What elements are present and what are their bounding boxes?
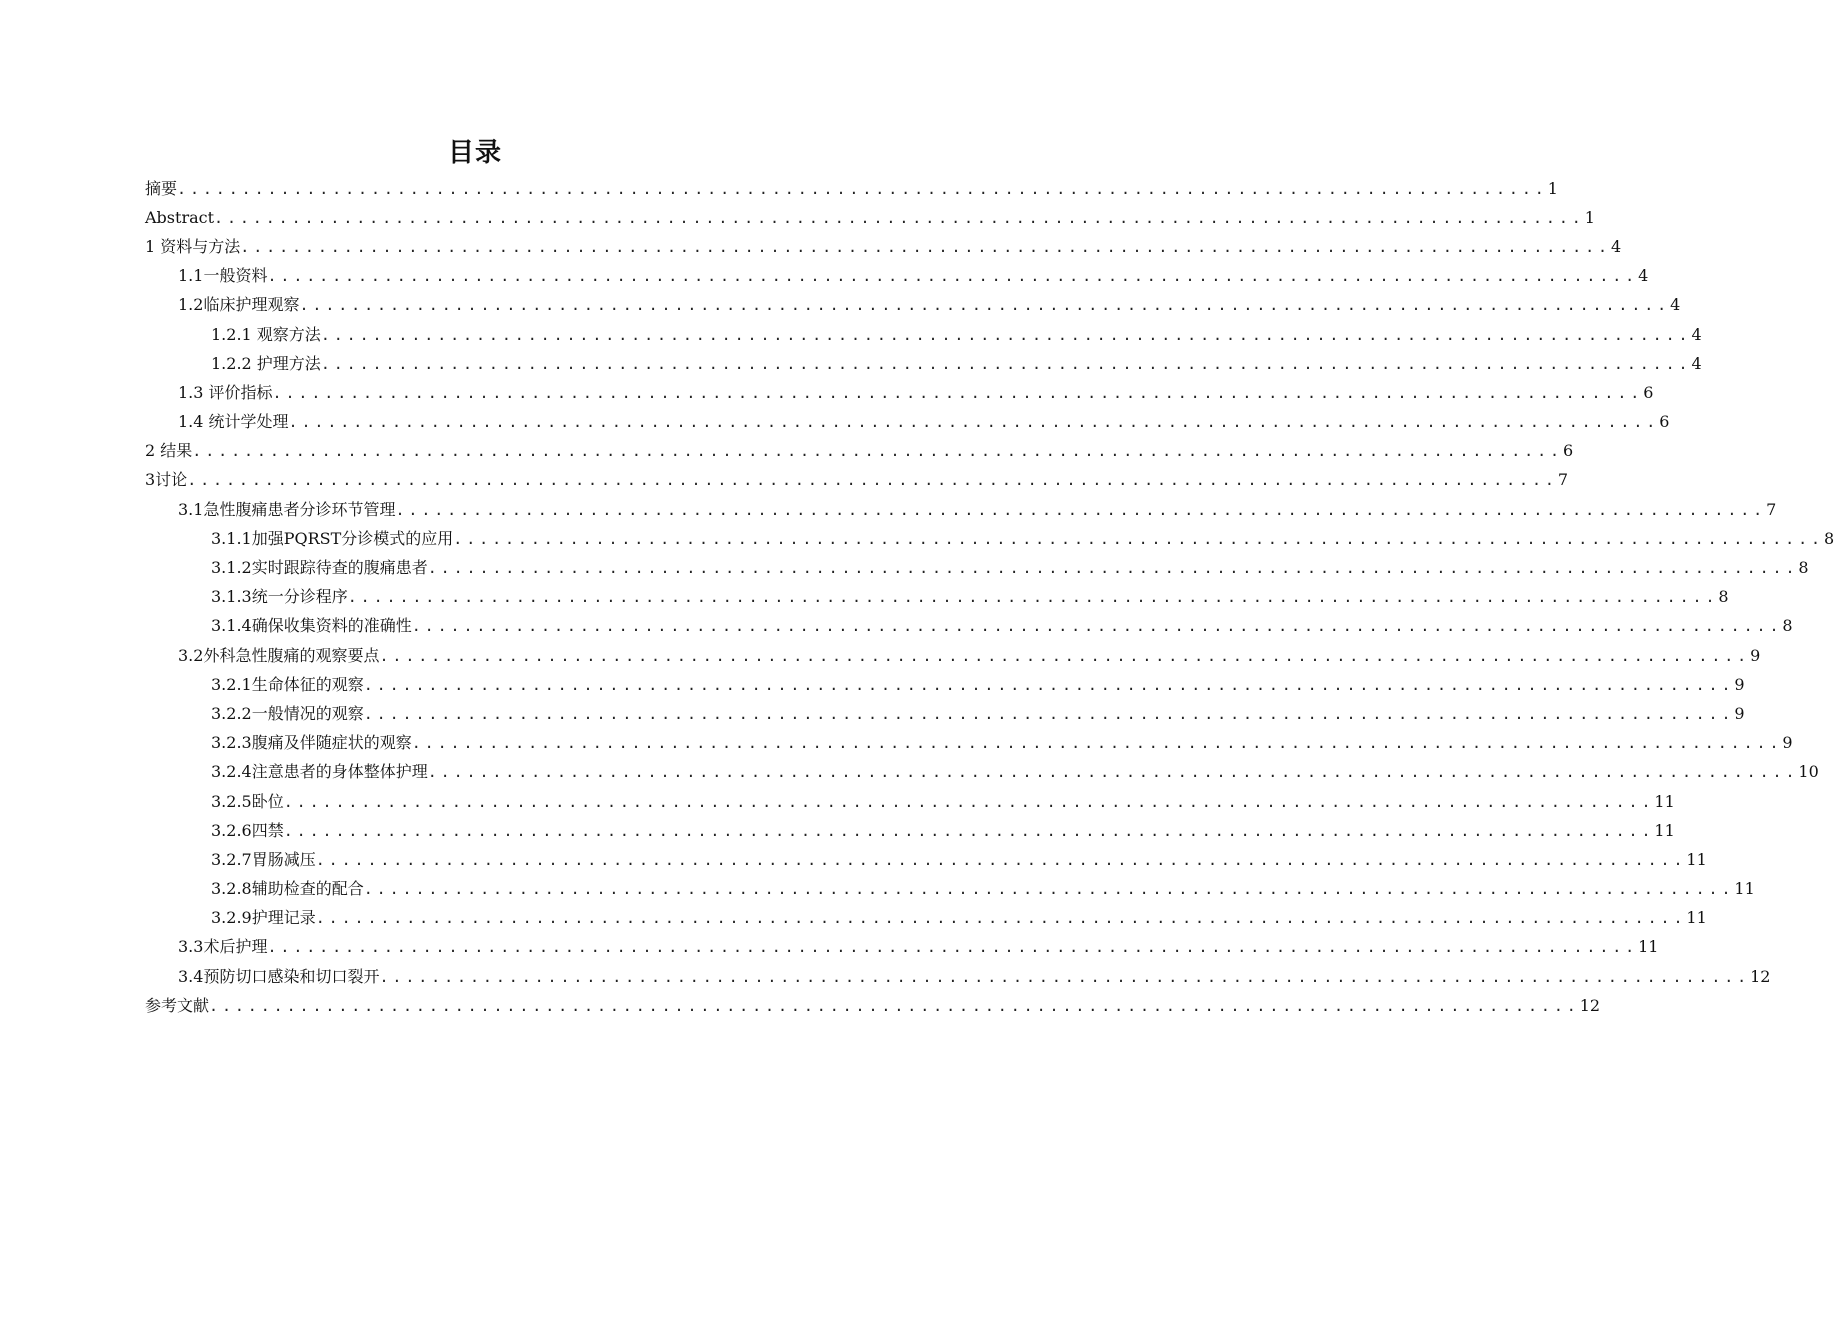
toc-entry-page-number: 9 (1782, 733, 1793, 753)
toc-entry-page-number: 11 (1686, 908, 1707, 928)
toc-entry[interactable] (0, 437, 1574, 466)
toc-entry-page-number: 6 (1562, 441, 1574, 461)
toc-dot-leader: .......................................................................................................... (320, 325, 1692, 344)
toc-dot-leader: .......................................................................................................... (363, 675, 1735, 694)
toc-entry-page-number: 4 (1670, 295, 1681, 315)
toc-entry[interactable] (0, 787, 1675, 816)
toc-entry-label: 3.1.2实时跟踪待查的腹痛患者 (211, 558, 428, 578)
toc-entry-page-number: 11 (1654, 791, 1675, 811)
toc-entry[interactable] (0, 729, 1793, 758)
toc-entry-page-number: 8 (1782, 616, 1793, 636)
toc-entry-label: 3.2.4注意患者的身体整体护理 (211, 762, 428, 782)
toc-entry-page-number: 12 (1579, 995, 1601, 1015)
toc-dot-leader: .......................................................................................................... (315, 909, 1687, 928)
toc-entry-page-number: 4 (1691, 324, 1702, 344)
toc-entry[interactable] (0, 174, 1558, 203)
toc-entry-label: 参考文献 (145, 995, 210, 1015)
toc-entry-page-number: 4 (1691, 353, 1702, 373)
toc-entry-label: 1.2.1 观察方法 (211, 324, 321, 344)
toc-entry[interactable] (0, 378, 1654, 407)
toc-dot-leader: .......................................................................................................... (192, 442, 1563, 461)
toc-entry[interactable] (0, 524, 1834, 553)
toc-dot-leader: .......................................................................................................... (379, 646, 1751, 665)
toc-dot-leader: .......................................................................................................... (299, 296, 1671, 315)
toc-entry-label: 3.1.3统一分诊程序 (211, 587, 348, 607)
toc-entry-label: 3.2.8辅助检查的配合 (211, 879, 364, 899)
page-title: 目录 (447, 138, 502, 168)
toc-entry[interactable] (0, 349, 1702, 378)
toc-entry-page-number: 4 (1638, 266, 1649, 286)
toc-entry-label: 摘要 (145, 178, 178, 198)
toc-entry-page-number: 1 (1584, 207, 1595, 227)
toc-entry[interactable] (0, 962, 1771, 991)
toc-entry[interactable] (0, 553, 1809, 582)
toc-dot-leader: .......................................................................................................... (187, 471, 1558, 490)
toc-entry[interactable] (0, 262, 1649, 291)
toc-entry[interactable] (0, 232, 1622, 261)
toc-entry-page-number: 9 (1734, 674, 1745, 694)
toc-entry[interactable] (0, 495, 1777, 524)
toc-dot-leader: .......................................................................................................... (395, 500, 1767, 519)
toc-entry-label: 3.4预防切口感染和切口裂开 (178, 966, 380, 986)
toc-entry-label: 1.3 评价指标 (178, 382, 273, 402)
toc-entry-page-number: 4 (1610, 236, 1622, 256)
toc-entry-label: 1.2临床护理观察 (178, 295, 300, 315)
toc-entry-label: 3.2.1生命体征的观察 (211, 674, 364, 694)
toc-entry-page-number: 8 (1798, 558, 1809, 578)
toc-entry-label: 3.2.5卧位 (211, 791, 284, 811)
toc-entry-page-number: 8 (1718, 587, 1729, 607)
toc-entry[interactable] (0, 583, 1729, 612)
toc-entry-label: 3.2.6四禁 (211, 820, 284, 840)
toc-entry[interactable] (0, 816, 1675, 845)
toc-entry-label: 3.2.2一般情况的观察 (211, 703, 364, 723)
table-of-contents (0, 174, 1834, 1020)
toc-entry[interactable] (0, 699, 1745, 728)
toc-entry-page-number: 9 (1734, 703, 1745, 723)
toc-entry-label: 3讨论 (145, 470, 188, 490)
toc-dot-leader: .......................................................................................................... (283, 821, 1655, 840)
toc-dot-leader: .......................................................................................................... (267, 938, 1639, 957)
toc-entry[interactable] (0, 320, 1702, 349)
toc-dot-leader: .......................................................................................................... (209, 996, 1580, 1015)
toc-entry-page-number: 8 (1823, 528, 1834, 548)
toc-entry-label: 2 结果 (145, 441, 193, 461)
toc-dot-leader: .......................................................................................................... (177, 179, 1548, 198)
toc-entry-label: 3.1急性腹痛患者分诊环节管理 (178, 499, 396, 519)
toc-entry-label: Abstract (145, 207, 215, 227)
toc-dot-leader: .......................................................................................................... (214, 208, 1585, 227)
toc-entry-label: 3.2.3腹痛及伴随症状的观察 (211, 733, 412, 753)
toc-entry[interactable] (0, 875, 1755, 904)
toc-dot-leader: .......................................................................................................... (427, 559, 1799, 578)
toc-entry[interactable] (0, 291, 1681, 320)
toc-entry-label: 1.2.2 护理方法 (211, 353, 321, 373)
toc-entry-page-number: 1 (1547, 178, 1558, 198)
toc-entry-label: 3.2.9护理记录 (211, 908, 316, 928)
toc-dot-leader: .......................................................................................................... (379, 967, 1751, 986)
toc-dot-leader: .......................................................................................................... (320, 354, 1692, 373)
toc-dot-leader: .......................................................................................................... (411, 617, 1783, 636)
toc-dot-leader: .......................................................................................................... (347, 588, 1719, 607)
toc-dot-leader: .......................................................................................................... (411, 734, 1783, 753)
toc-entry[interactable] (0, 845, 1707, 874)
toc-entry-label: 3.1.4确保收集资料的准确性 (211, 616, 412, 636)
toc-entry-label: 3.2外科急性腹痛的观察要点 (178, 645, 380, 665)
toc-entry-page-number: 10 (1798, 762, 1819, 782)
toc-dot-leader: .......................................................................................................... (240, 237, 1611, 256)
toc-dot-leader: .......................................................................................................... (315, 850, 1687, 869)
toc-entry-label: 1.4 统计学处理 (178, 412, 289, 432)
toc-entry-label: 1 资料与方法 (145, 236, 241, 256)
toc-entry[interactable] (0, 466, 1569, 495)
toc-entry-page-number: 11 (1654, 820, 1675, 840)
toc-entry-page-number: 9 (1750, 645, 1761, 665)
toc-entry-page-number: 6 (1643, 382, 1654, 402)
toc-entry-page-number: 11 (1638, 937, 1659, 957)
toc-dot-leader: .......................................................................................................... (283, 792, 1655, 811)
toc-entry[interactable] (0, 612, 1793, 641)
toc-entry-label: 1.1一般资料 (178, 266, 268, 286)
toc-dot-leader: .......................................................................................................... (272, 383, 1644, 402)
toc-entry[interactable] (0, 933, 1659, 962)
toc-dot-leader: .......................................................................................................... (453, 529, 1824, 548)
toc-entry[interactable] (0, 408, 1670, 437)
toc-dot-leader: .......................................................................................................... (267, 267, 1639, 286)
toc-entry-label: 3.2.7胃肠减压 (211, 849, 316, 869)
toc-entry-page-number: 11 (1734, 879, 1755, 899)
toc-entry-page-number: 7 (1766, 499, 1777, 519)
toc-entry[interactable] (0, 670, 1745, 699)
toc-entry-page-number: 12 (1750, 966, 1771, 986)
toc-entry[interactable] (0, 641, 1761, 670)
toc-entry-page-number: 11 (1686, 849, 1707, 869)
toc-entry-page-number: 7 (1557, 470, 1569, 490)
toc-entry[interactable] (0, 904, 1707, 933)
toc-entry[interactable] (0, 203, 1595, 232)
toc-dot-leader: .......................................................................................................... (288, 413, 1660, 432)
toc-entry-page-number: 6 (1659, 412, 1670, 432)
toc-dot-leader: .......................................................................................................... (427, 763, 1799, 782)
toc-entry[interactable] (0, 758, 1819, 787)
toc-entry-label: 3.1.1加强PQRST分诊模式的应用 (211, 528, 454, 548)
toc-entry-label: 3.3术后护理 (178, 937, 268, 957)
toc-entry[interactable] (0, 991, 1601, 1020)
toc-dot-leader: .......................................................................................................... (363, 704, 1735, 723)
toc-dot-leader: .......................................................................................................... (363, 880, 1735, 899)
